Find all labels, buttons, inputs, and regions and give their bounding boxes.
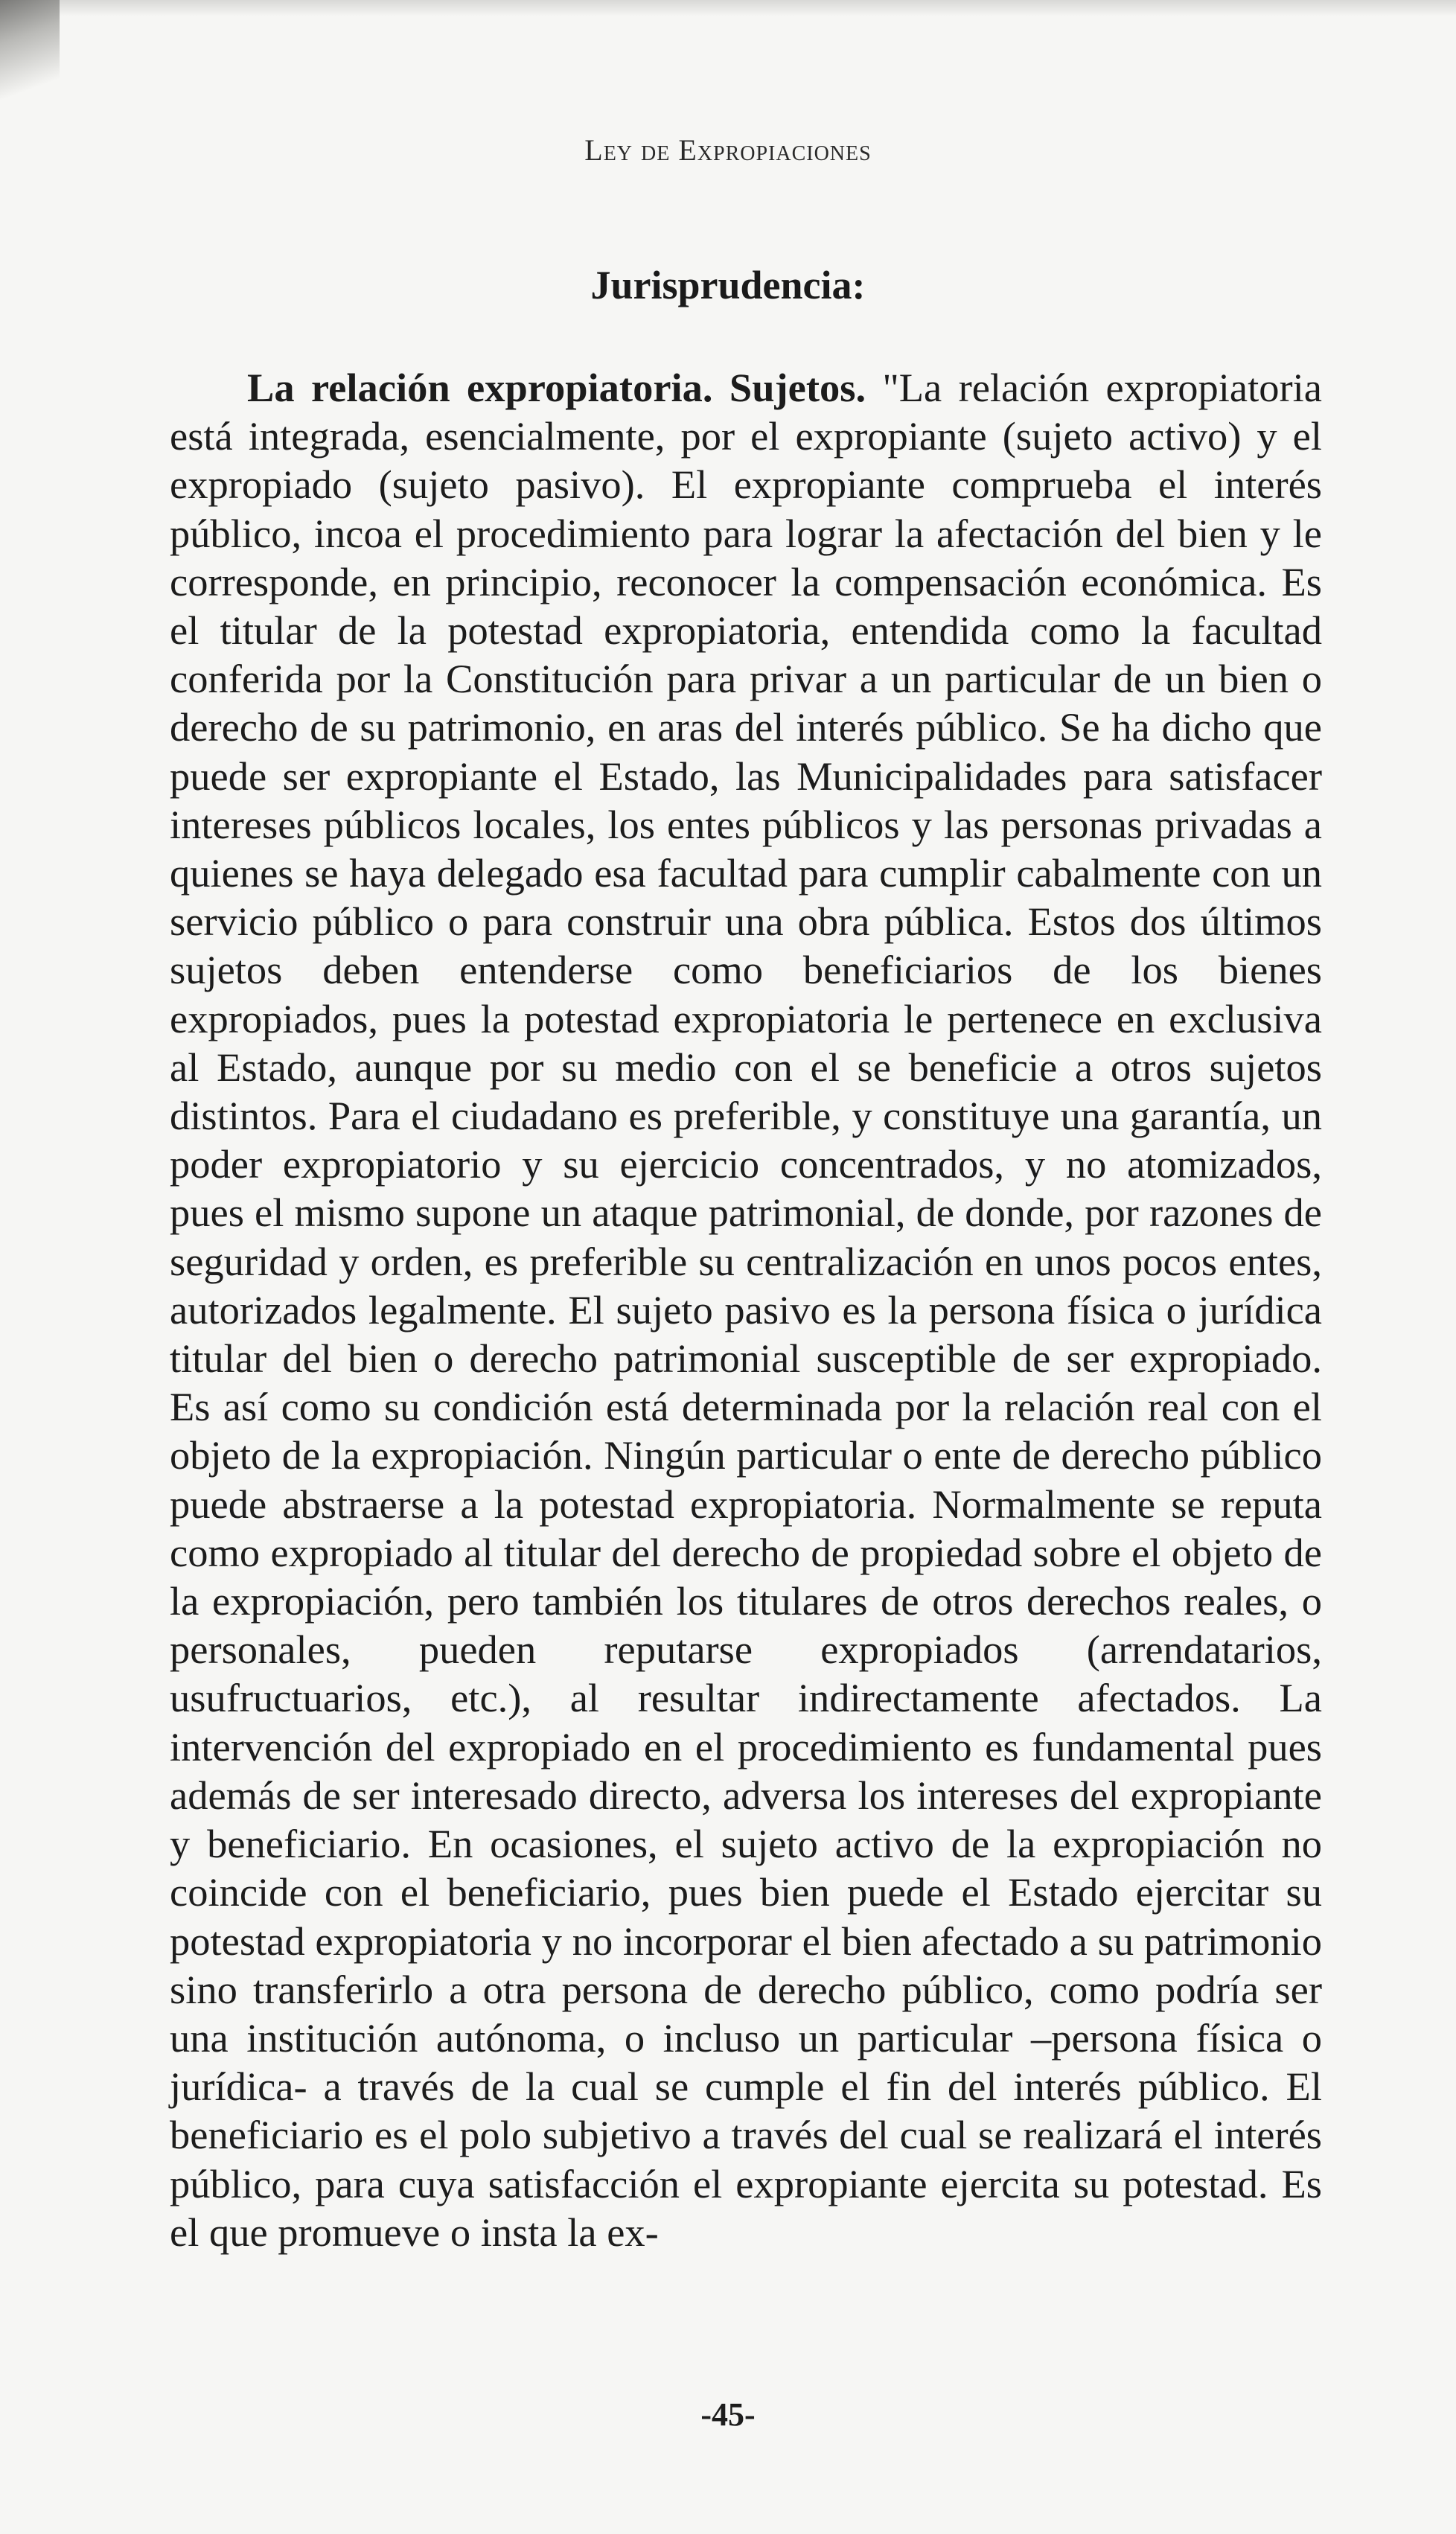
jurisprudence-paragraph <box>170 363 1322 2256</box>
page-top-edge <box>0 0 1456 16</box>
running-header: Ley de Expropiaciones <box>584 133 872 167</box>
section-heading: Jurisprudencia: <box>590 263 866 307</box>
page-number: -45- <box>700 2396 756 2433</box>
paragraph-lead-title: La relación expropiatoria. Sujetos. <box>247 365 866 410</box>
binding-shadow <box>0 0 60 104</box>
paragraph-text: "La relación expropiatoria está integrada, esencialmente, por el expropiante (sujeto activo) y el expropiado (sujeto pasivo). El expropiante comprueba el interés público, incoa el procedimiento para lograr la afectación del bien y le corresponde, en principio, reconocer la compensación económica. Es el titular de la potestad expropiatoria, entendida como la facultad conferida por la Constitución para privar a un particular de un bien o derecho de su patrimonio, en aras del interés público. Se ha dicho que puede ser expropiante el Estado, las Municipalidades para satisfacer intereses públicos locales, los entes públicos y las personas privadas a quienes se haya delegado esa facultad para cumplir cabalmente con un servicio público o para construir una obra pública. Estos dos últimos sujetos deben entenderse como beneficiarios de los bienes expropiados, pues la potestad expropiatoria le pertenece en exclusiva al Estado, aunque por su medio con el se beneficie a otros sujetos distintos. Para el ciudadano es preferible, y constituye una garantía, un poder expropiatorio y su ejercicio concentrados, y no atomizados, pues el mismo supone un ataque patrimonial, de donde, por razones de seguridad y orden, es preferible su centralización en unos pocos entes, autorizados legalmente. El sujeto pasivo es la persona física o jurídica titular del bien o derecho patrimonial susceptible de ser expropiado. Es así como su condición está determinada por la relación real con el objeto de la expropiación. Ningún particular o ente de derecho público puede abstraerse a la potestad expropiatoria. Normalmente se reputa como expropiado al titular del derecho de propiedad sobre el objeto de la expropiación, pero también los titulares de otros derechos reales, o personales, pueden reputarse expropiados (arrendatarios, usufructuarios, etc.), al resultar indirectamente afectados. La intervención del expropiado en el procedimiento es fundamental pues además de ser interesado directo, adversa los intereses del expropiante y beneficiario. En ocasiones, el sujeto activo de la expropiación no coincide con el beneficiario, pues bien puede el Estado ejercitar su potestad expropiatoria y no incorporar el bien afectado a su patrimonio sino transferirlo a otra persona de derecho público, como podría ser una institución autónoma, o incluso un particular –persona física o jurídica- a través de la cual se cumple el fin del interés público. El beneficiario es el polo subjetivo a través del cual se realizará el interés público, para cuya satisfacción el expropiante ejercita su potestad. Es el que promueve o insta la ex- <box>170 365 1322 2255</box>
